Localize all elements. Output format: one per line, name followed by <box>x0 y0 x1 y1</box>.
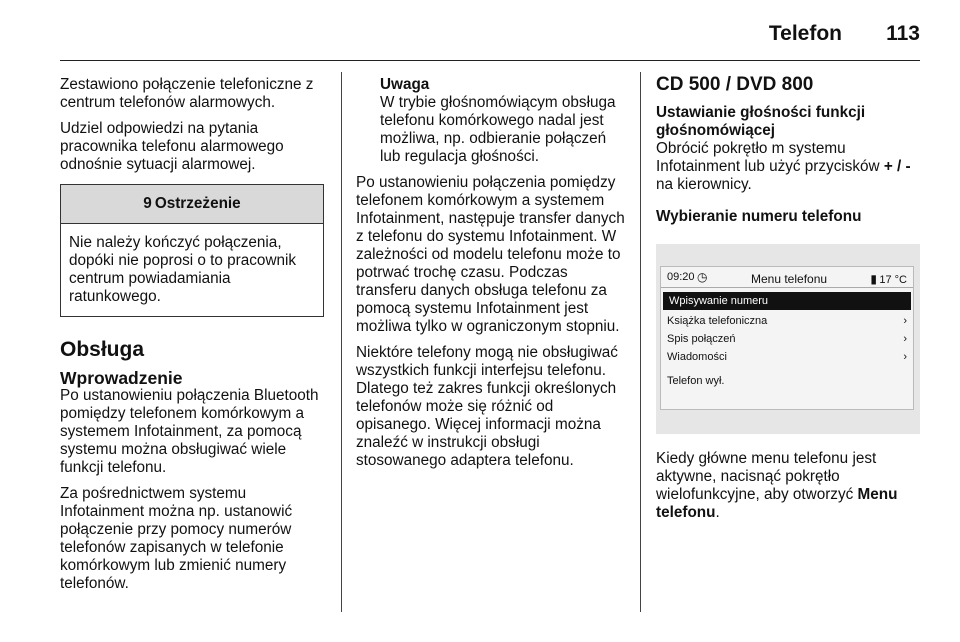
paragraph: Zestawiono połączenie telefoniczne z centrum telefonów alarmowych. <box>60 76 314 111</box>
paragraph: Obrócić pokrętło m systemu Infotainment lub użyć przycisków + / - na kierownicy. <box>656 140 911 193</box>
clock-icon: ◷ <box>697 270 708 284</box>
note-box <box>356 76 628 166</box>
column-1 <box>60 76 328 601</box>
menu-item-call-list[interactable]: Spis połączeń › <box>661 330 913 348</box>
section-heading: Obsługa <box>60 338 145 361</box>
column-2 <box>356 76 628 478</box>
page-header <box>60 0 920 61</box>
paragraph: Kiedy główne menu telefonu jest aktywne, nacisnąć pokrętło wielofunkcyjne, aby otworzyć Menu telefonu. <box>656 450 898 521</box>
column-3 <box>656 76 928 530</box>
paragraph: Za pośrednictwem systemu Infotainment można np. ustanowić połączenie przy pomocy numerów telefonów zapisanych w telefonie komórkowym lub zmienić numery telefonów. <box>60 485 293 592</box>
phone-menu-display <box>660 266 914 410</box>
display-temperature: 17 °C <box>879 274 907 286</box>
chevron-right-icon: › <box>903 333 907 345</box>
chevron-right-icon: › <box>903 315 907 327</box>
note-title: Uwaga <box>380 76 430 93</box>
menu-item-phone-off[interactable]: Telefon wył. <box>667 375 725 387</box>
section-heading: CD 500 / DVD 800 <box>656 74 814 95</box>
knob-icon: m <box>771 140 785 157</box>
chevron-right-icon: › <box>903 351 907 363</box>
menu-item-phonebook[interactable]: Książka telefoniczna › <box>661 312 913 330</box>
display-screenshot <box>656 244 920 434</box>
warning-box <box>60 184 324 317</box>
subsection-heading: Wprowadzenie <box>60 368 183 388</box>
warning-icon: 9 <box>143 195 152 212</box>
warning-title: Ostrzeżenie <box>154 195 241 212</box>
warning-header <box>61 185 323 224</box>
menu-name: Menu telefonu <box>656 486 898 521</box>
subsection-heading: Wybieranie numeru telefonu <box>656 208 862 225</box>
display-time: 09:20 <box>667 271 695 283</box>
paragraph: Udziel odpowiedzi na pytania pracownika telefonu alarmowego odnośnie sytuacji alarmowej. <box>60 120 284 173</box>
paragraph: Po ustanowieniu połączenia pomiędzy telefonem komórkowym a systemem Infotainment, następuje transfer danych z telefonu do systemu Infotainment. W zależności od modelu telefonu może to potrwać trochę czasu. Podczas transferu danych obsługa telefonu za pomocą systemu Infotainment jest możliwa tylko w ograniczonym stopniu. <box>356 174 625 335</box>
header-title: Telefon <box>768 22 842 45</box>
display-status-bar <box>661 267 913 288</box>
volume-keys: + / - <box>883 158 911 175</box>
phone-icon: ▮ <box>870 272 877 286</box>
column-divider <box>640 72 641 612</box>
display-title: Menu telefonu <box>751 272 828 286</box>
column-divider <box>341 72 342 612</box>
warning-text: Nie należy kończyć połączenia, dopóki nie poprosi o to pracownik centrum powiadamiania ratunkowego. <box>69 234 297 305</box>
menu-item-enter-number[interactable]: Wpisywanie numeru <box>663 292 911 310</box>
paragraph: Po ustanowieniu połączenia Bluetooth pomiędzy telefonem komórkowym a systemem Infotainment, za pomocą systemu można obsługiwać wiele funkcji telefonu. <box>60 387 319 476</box>
note-text: W trybie głośnomówiącym obsługa telefonu komórkowego nadal jest możliwa, np. odbieranie połączeń lub regulacja głośności. <box>380 94 616 165</box>
subsection-heading: Ustawianie głośności funkcji głośnomówiącej <box>656 104 866 139</box>
page-number: 113 <box>886 22 920 45</box>
menu-item-messages[interactable]: Wiadomości › <box>661 348 913 366</box>
paragraph: Niektóre telefony mogą nie obsługiwać wszystkich funkcji interfejsu telefonu. Dlatego też zakres funkcji określonych telefonów może się różnić od opisanego. Więcej informacji można znaleźć w instrukcji obsługi stosowanego adaptera telefonu. <box>356 344 618 469</box>
